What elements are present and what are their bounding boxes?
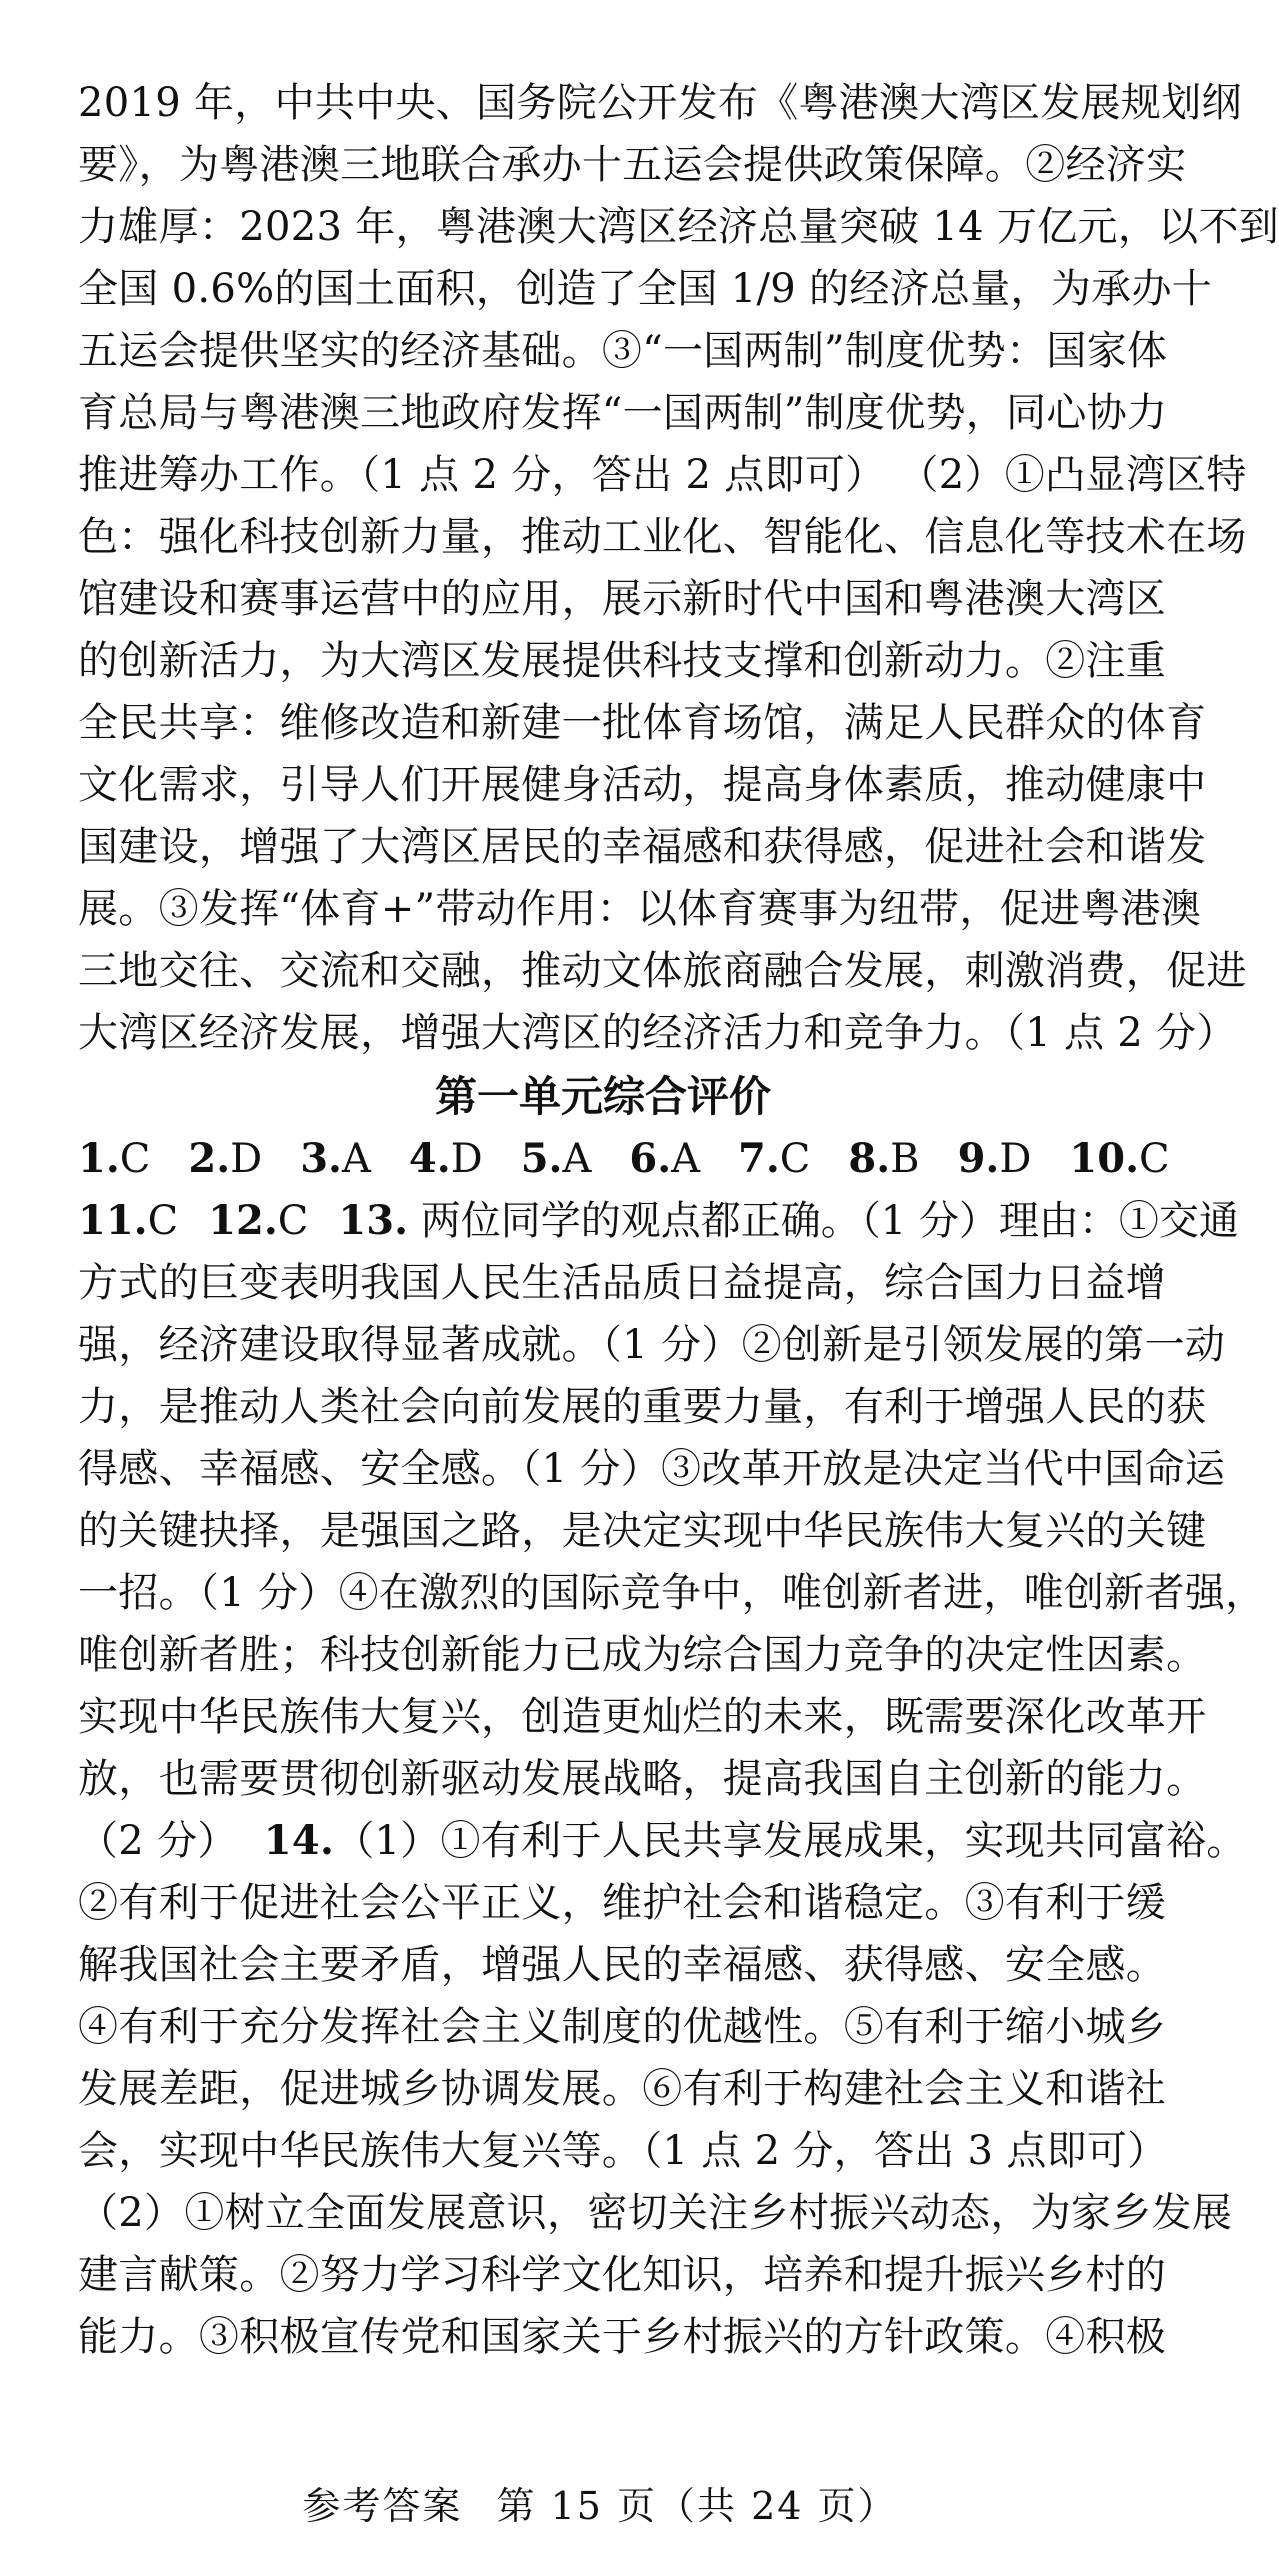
text-line: 展。③发挥“体育+”带动作用：以体育赛事为纽带，促进粤港澳: [78, 886, 1202, 932]
answer-value: 两位同学的观点都正确。（1 分）理由：①交通: [420, 1198, 1239, 1244]
answer-value: C: [1139, 1136, 1170, 1182]
answer-value: A: [671, 1136, 701, 1182]
text-line: 文化需求，引导人们开展健身活动，提高身体素质，推动健康中: [78, 762, 1207, 808]
page-number: 第 15 页（共 24 页）: [496, 2484, 898, 2528]
answer-item: [629, 1128, 700, 1190]
page-footer: [0, 2476, 1200, 2536]
answer-number: 11.: [78, 1197, 148, 1244]
text-line: 国建设，增强了大湾区居民的幸福感和获得感，促进社会和谐发: [78, 824, 1207, 870]
text-line: 推进筹办工作。（1 点 2 分，答出 2 点即可） （2）①凸显湾区特: [78, 452, 1247, 498]
answer-item: [78, 1190, 178, 1252]
paragraph-bottom: [78, 1252, 1266, 2368]
answer-number: 1.: [78, 1135, 120, 1182]
text-line: 方式的巨变表明我国人民生活品质日益提高，综合国力日益增: [78, 1260, 1167, 1306]
answer-item: [1069, 1128, 1169, 1190]
answer-item: [409, 1128, 483, 1190]
answer-value: C: [147, 1198, 179, 1244]
text-line: 五运会提供坚实的经济基础。③“一国两制”制度优势：国家体: [78, 328, 1168, 374]
paragraph-top: [78, 72, 1279, 1064]
footer-label: 参考答案: [302, 2484, 463, 2528]
text-line: 大湾区经济发展，增强大湾区的经济活力和竞争力。（1 点 2 分）: [78, 1010, 1237, 1056]
text-line: ②有利于促进社会公平正义，维护社会和谐稳定。③有利于缓: [78, 1880, 1167, 1926]
text-line: 全国 0.6%的国土面积，创造了全国 1/9 的经济总量，为承办十: [78, 266, 1213, 312]
answer-number: 5.: [520, 1135, 563, 1182]
answer-number: 7.: [738, 1135, 780, 1182]
text-line: 建言献策。②努力学习科学文化知识，培养和提升振兴乡村的: [78, 2252, 1167, 2298]
answer-number: 9.: [957, 1135, 1000, 1182]
answer-number: 4.: [408, 1135, 451, 1182]
text-line: 得感、幸福感、安全感。（1 分）③改革开放是决定当代中国命运: [78, 1446, 1226, 1492]
answer-value: D: [450, 1136, 483, 1182]
text-line: 要》，为粤港澳三地联合承办十五运会提供政策保障。②经济实: [78, 142, 1187, 188]
text-line: 能力。③积极宣传党和国家关于乡村振兴的方针政策。④积极: [78, 2314, 1167, 2360]
answer-item: [521, 1128, 592, 1190]
text-line: 力雄厚：2023 年，粤港澳大湾区经济总量突破 14 万亿元，以不到: [78, 204, 1279, 250]
text-line: 发展差距，促进城乡协调发展。⑥有利于构建社会主义和谐社: [78, 2066, 1167, 2112]
text-line: 全民共享：维修改造和新建一批体育场馆，满足人民群众的体育: [78, 700, 1207, 746]
answer-number: 8.: [848, 1135, 891, 1182]
answer-value: A: [341, 1136, 371, 1182]
answer-value: A: [562, 1136, 592, 1182]
question-number: 14.: [263, 1817, 335, 1864]
answer-item: [958, 1128, 1032, 1190]
answer-number: 10.: [1069, 1135, 1140, 1182]
answer-item: [208, 1190, 308, 1252]
answers-row-2: [78, 1190, 1239, 1252]
answer-value: C: [277, 1198, 309, 1244]
answer-item: [848, 1128, 919, 1190]
text-line: （2）①树立全面发展意识，密切关注乡村振兴动态，为家乡发展: [78, 2190, 1233, 2236]
text-line: ④有利于充分发挥社会主义制度的优越性。⑤有利于缩小城乡: [78, 2004, 1167, 2050]
answer-number: 6.: [629, 1135, 672, 1182]
answer-number: 13.: [338, 1197, 408, 1244]
text-line: 唯创新者胜；科技创新能力已成为综合国力竞争的决定性因素。: [78, 1632, 1207, 1678]
question-14-line: [78, 1810, 1247, 1872]
answer-number: 12.: [208, 1197, 278, 1244]
text-line: 的关键抉择，是强国之路，是决定实现中华民族伟大复兴的关键: [78, 1508, 1207, 1554]
answer-item: [188, 1128, 262, 1190]
text-line: 会，实现中华民族伟大复兴等。（1 点 2 分，答出 3 点即可）: [78, 2128, 1168, 2174]
answer-item: [338, 1190, 1238, 1252]
text-line: 三地交往、交流和交融，推动文体旅商融合发展，刺激消费，促进: [78, 948, 1247, 994]
answer-item: [300, 1128, 371, 1190]
answer-item: [738, 1128, 810, 1190]
answer-item: [78, 1128, 150, 1190]
text-line: 一招。（1 分）④在激烈的国际竞争中，唯创新者进，唯创新者强，: [78, 1570, 1266, 1616]
answer-value: C: [779, 1136, 811, 1182]
text-line: 色：强化科技创新力量，推动工业化、智能化、信息化等技术在场: [78, 514, 1247, 560]
text-line: 力，是推动人类社会向前发展的重要力量，有利于增强人民的获: [78, 1384, 1207, 1430]
answer-number: 3.: [300, 1135, 342, 1182]
question-14-text: （1）①有利于人民共享发展成果，实现共同富裕。: [334, 1818, 1247, 1864]
score-note: （2 分）: [78, 1818, 238, 1864]
text-line: 2019 年，中共中央、国务院公开发布《粤港澳大湾区发展规划纲: [78, 80, 1242, 126]
text-line: 馆建设和赛事运营中的应用，展示新时代中国和粤港澳大湾区: [78, 576, 1167, 622]
text-line: 实现中华民族伟大复兴，创造更灿烂的未来，既需要深化改革开: [78, 1694, 1207, 1740]
text-line: 解我国社会主要矛盾，增强人民的幸福感、获得感、安全感。: [78, 1942, 1167, 1988]
text-line: 的创新活力，为大湾区发展提供科技支撑和创新动力。②注重: [78, 638, 1167, 684]
section-title: 第一单元综合评价: [434, 1072, 771, 1121]
text-line: 育总局与粤港澳三地政府发挥“一国两制”制度优势，同心协力: [78, 390, 1168, 436]
text-line: 强，经济建设取得显著成就。（1 分）②创新是引领发展的第一动: [78, 1322, 1226, 1368]
answers-row-1: [78, 1128, 1170, 1190]
answer-value: C: [119, 1136, 151, 1182]
answer-number: 2.: [188, 1135, 231, 1182]
text-line: 放，也需要贯彻创新驱动发展战略，提高我国自主创新的能力。: [78, 1756, 1207, 1802]
answer-value: B: [890, 1136, 920, 1182]
answer-value: D: [999, 1136, 1032, 1182]
answer-value: D: [230, 1136, 263, 1182]
